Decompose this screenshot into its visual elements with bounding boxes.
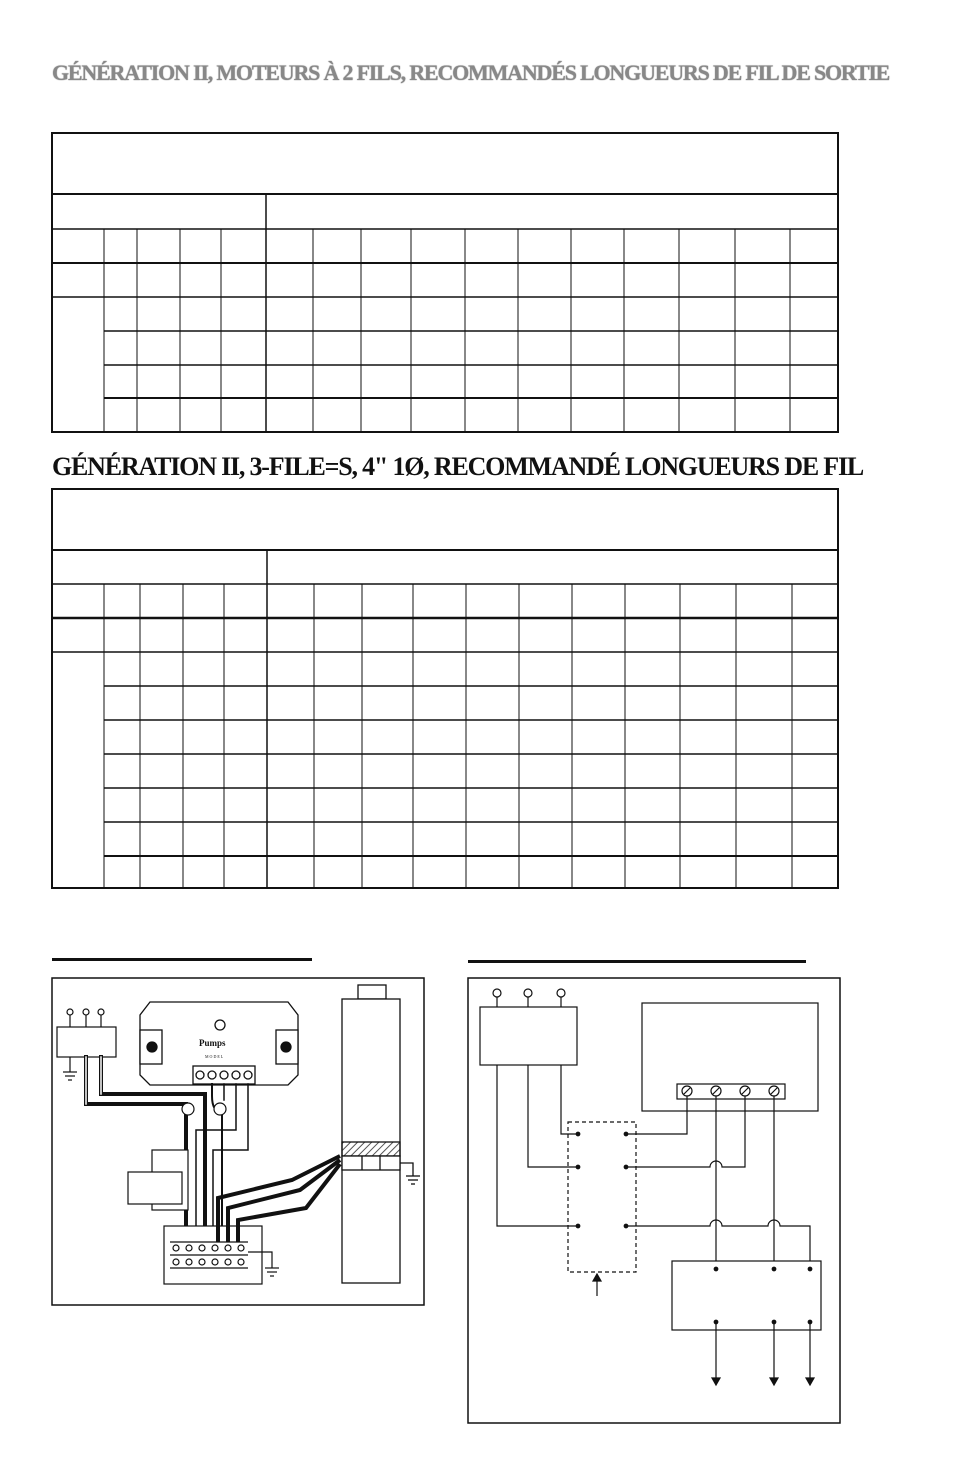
power-source-3wire [480,989,577,1065]
control-box-3wire [642,1003,818,1111]
device-model-label: MODEL [205,1054,225,1059]
switch-box-dashed [568,1122,636,1272]
table2-title: GÉNÉRATION II, 3-FILE=S, 4" 1Ø, RECOMMANDÉ LONGUEURS DE FIL [52,452,864,481]
table1-title: GÉNÉRATION II, MOTEURS À 2 FILS, RECOMMANDÉS LONGUEURS DE FIL DE SORTIE [52,60,890,85]
motor-junction-box [672,1261,821,1330]
device-brand-label: Pumps [199,1038,226,1048]
